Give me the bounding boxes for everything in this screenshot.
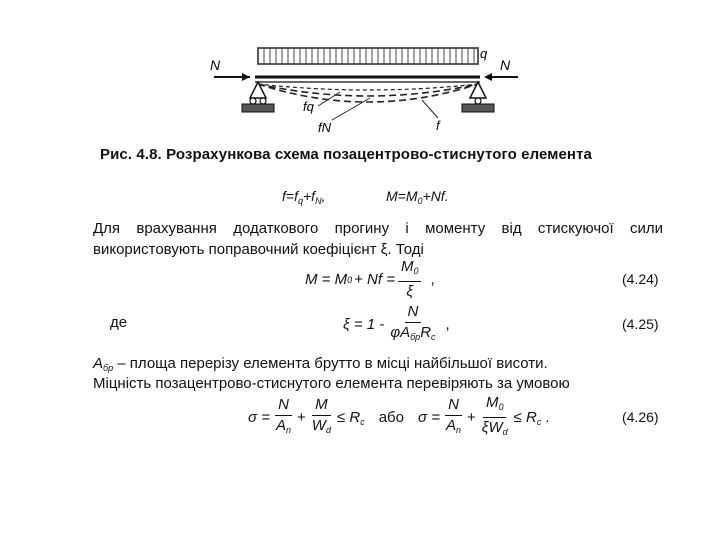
abr-symbol: A xyxy=(93,355,104,372)
intro-line-2: використовують поправочний коефіцієнт ξ. Тоді xyxy=(93,241,424,258)
force-right-N-label: N xyxy=(500,57,511,73)
f424-lhs-sub: 0 xyxy=(347,274,353,285)
eq-f-plus: + xyxy=(302,188,312,204)
formula-4-26 xyxy=(248,394,550,441)
eq-fN-symbol: f xyxy=(311,188,316,204)
abr-sub: бр xyxy=(103,363,114,373)
f426-plus-1: + xyxy=(297,409,306,426)
formula-4-25 xyxy=(343,303,450,346)
f424-mid: + Nf = xyxy=(354,271,395,288)
distributed-load-block xyxy=(258,48,478,64)
f425-lhs: ξ = 1 - xyxy=(343,316,385,333)
label-fq: fq xyxy=(303,99,314,114)
f426-sigma-2: σ = xyxy=(417,409,440,426)
force-left-N-label: N xyxy=(210,57,221,73)
strength-check-line: Міцність позацентрово-стиснутого елемента перевіряють за умовою xyxy=(93,375,570,392)
force-right-arrowhead xyxy=(484,73,492,81)
f426-dot: . xyxy=(545,409,550,426)
equation-number-4-24: (4.24) xyxy=(622,271,659,287)
abr-text: – площа перерізу елемента брутто в місці найбільшої висоти. xyxy=(113,355,548,372)
deflection-curve-fN xyxy=(258,84,478,90)
beam-scheme-svg xyxy=(200,40,520,140)
f425-denominator: $\varphi A_{бр}R_c$ xyxy=(390,324,436,342)
load-q-label: q xyxy=(480,46,488,61)
eq-f-symbol: f xyxy=(282,188,286,204)
intro-line-1: Для врахування додаткового прогину і моменту від стискуючої сили xyxy=(93,220,663,237)
label-f: f xyxy=(436,118,440,133)
beam-scheme-figure xyxy=(200,40,520,140)
label-fN: fN xyxy=(318,120,331,135)
eq-f-equals: = xyxy=(285,188,295,204)
figure-caption: Рис. 4.8. Розрахункова схема позацентрово-стиснутого елемента xyxy=(100,146,592,163)
f426-fraction-4: $\frac{M_0}{\xi W_d}$ xyxy=(481,394,508,437)
eq-fN-sub: N xyxy=(315,196,322,206)
eq-fq-symbol: f xyxy=(294,188,298,204)
eq-M-text: M=M xyxy=(386,188,418,204)
f425-comma: , xyxy=(445,316,450,333)
f424-denominator: ξ xyxy=(406,283,414,300)
eq-total-deflection xyxy=(282,188,325,206)
f424-comma: , xyxy=(430,271,435,288)
eq-M-sub: 0 xyxy=(417,196,423,206)
intro-paragraph xyxy=(93,218,663,260)
f426-le-1: ≤ $R_c$ xyxy=(336,408,365,427)
de-label: де xyxy=(110,314,128,331)
eq-fq-sub: q xyxy=(297,196,303,206)
f425-fraction xyxy=(387,303,438,346)
f424-numerator: $M_0$ xyxy=(398,258,422,282)
eq-moment xyxy=(386,188,449,206)
f426-sigma-1: σ = xyxy=(248,409,270,426)
f426-fraction-1: $\frac{N}{A_n}$ xyxy=(275,396,292,435)
force-left-arrowhead xyxy=(242,73,250,81)
deflection-curve-fq xyxy=(258,84,478,96)
formula-4-24 xyxy=(305,258,435,301)
f425-numerator: N xyxy=(405,303,422,323)
f426-fraction-2: $\frac{M}{W_d}$ xyxy=(311,396,331,435)
f426-abo: або xyxy=(378,409,404,426)
f424-lhs: M = M xyxy=(305,271,348,288)
equation-number-4-26: (4.26) xyxy=(622,409,659,425)
f424-fraction xyxy=(398,258,422,301)
f426-le-2: ≤ $R_c$ xyxy=(513,408,542,427)
equation-number-4-25: (4.25) xyxy=(622,316,659,332)
eq-f-comma: , xyxy=(321,188,326,204)
abr-definition xyxy=(93,355,548,373)
leader-f xyxy=(422,100,438,118)
f426-plus-2: + xyxy=(467,409,476,426)
f426-fraction-3: $\frac{N}{A_n}$ xyxy=(445,396,461,435)
eq-M-rest: +Nf. xyxy=(422,188,449,204)
